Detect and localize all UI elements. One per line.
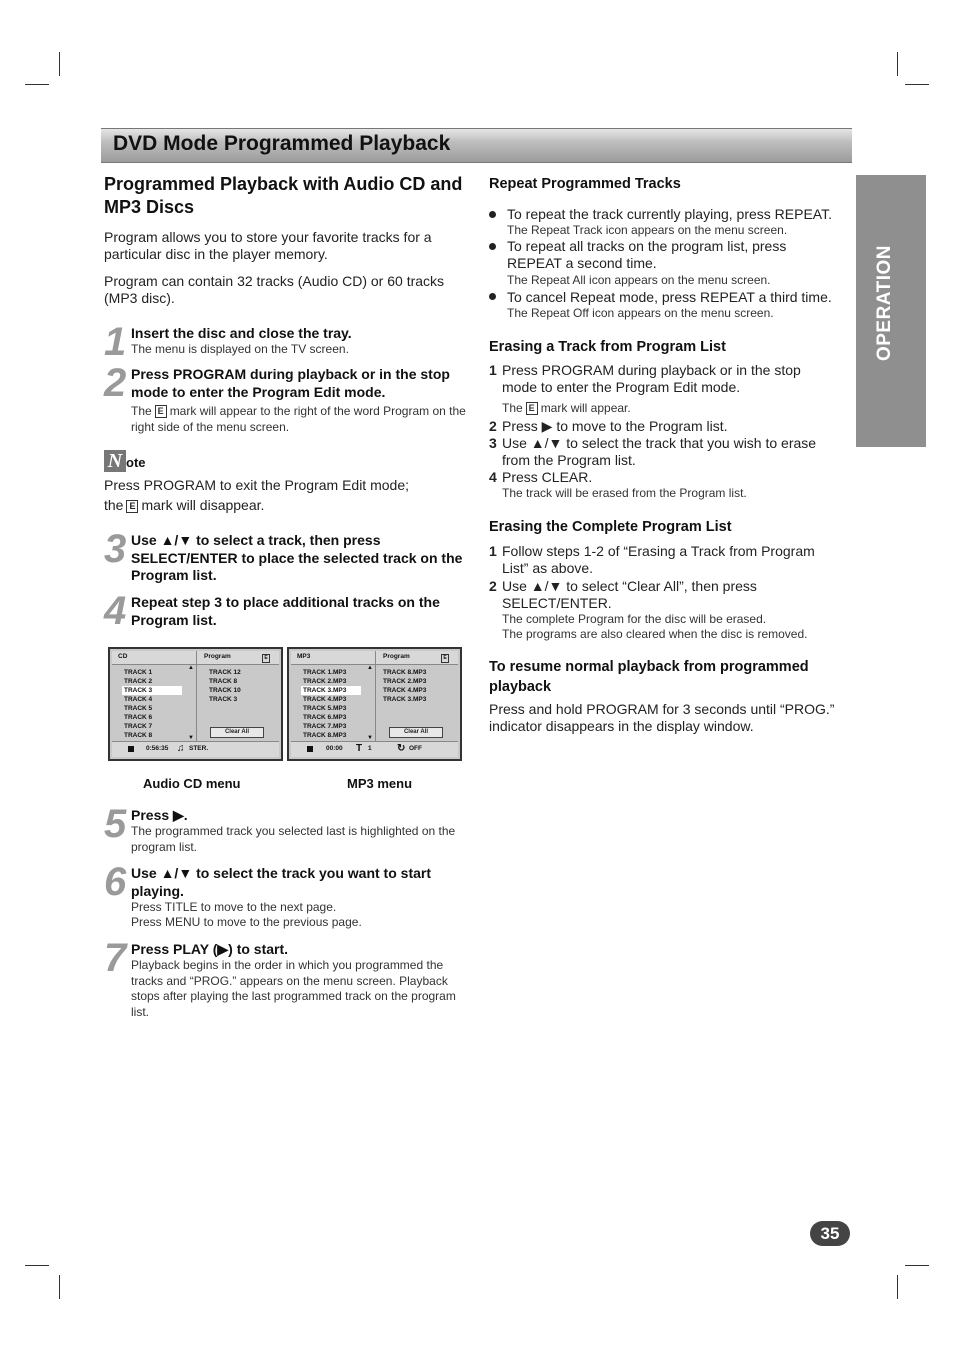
erase-track-step-4: Press CLEAR. xyxy=(502,469,593,485)
audio-cd-menu-caption: Audio CD menu xyxy=(143,776,241,791)
cd-track: TRACK 4 xyxy=(124,696,153,703)
crop-mark xyxy=(25,1265,49,1266)
cd-track: TRACK 7 xyxy=(124,723,153,730)
repeat-heading: Repeat Programmed Tracks xyxy=(489,176,681,192)
erase-track-sub-b: mark will appear. xyxy=(540,401,631,415)
section-heading: Programmed Playback with Audio CD and MP3 Discs xyxy=(104,174,463,217)
cd-track: TRACK 3 xyxy=(124,687,153,694)
track-icon: T xyxy=(356,743,363,754)
step-num: 1 xyxy=(489,362,497,378)
erase-track-section xyxy=(489,339,851,355)
audio-mode: STER. xyxy=(189,745,209,752)
menu-header-right: Program xyxy=(383,653,410,660)
page-number-badge: 35 xyxy=(810,1221,850,1246)
step-num: 2 xyxy=(489,578,497,594)
bullet-icon xyxy=(489,293,496,300)
step-6-desc-2: Press MENU to move to the previous page. xyxy=(131,915,362,929)
bullet-icon xyxy=(489,243,496,250)
repeat-bullet-1: To repeat the track currently playing, press REPEAT. xyxy=(507,206,832,222)
step-number-1: 1 xyxy=(104,320,125,364)
erase-all-step-2-sub-2: The programs are also cleared when the disc is removed. xyxy=(502,627,808,641)
erase-track-step-1-sub xyxy=(502,401,832,417)
repeat-bullet-2-sub: The Repeat All icon appears on the menu screen. xyxy=(507,273,771,287)
menu-footer xyxy=(291,741,458,757)
note-label: ote xyxy=(126,455,146,470)
step-6-title: Use ▲/▼ to select the track you want to start playing. xyxy=(131,865,432,899)
scroll-up-icon: ▲ xyxy=(367,665,373,671)
step-7-desc: Playback begins in the order in which you programmed the tracks and “PROG.” appears on the menu screen. Playback stops after playing the last programmed track on the program list. xyxy=(131,958,456,1019)
audio-cd-menu-screen xyxy=(108,647,283,761)
play-time: 0:56:35 xyxy=(146,745,169,752)
program-track: TRACK 10 xyxy=(209,687,241,694)
mp3-menu-caption: MP3 menu xyxy=(347,776,413,791)
step-7-title: Press PLAY (▶) to start. xyxy=(131,941,289,957)
erase-track-heading: Erasing a Track from Program List xyxy=(489,339,726,355)
step-2-desc-b: mark will appear to the right of the word Program on the right side of the menu screen. xyxy=(131,404,466,434)
repeat-icon: ↻ xyxy=(397,743,406,754)
step-num: 1 xyxy=(489,543,497,559)
note-icon: N xyxy=(104,450,126,472)
mp3-track: TRACK 2.MP3 xyxy=(303,678,347,685)
resume-heading: To resume normal playback from programmed playback xyxy=(489,659,809,695)
erase-track-sub-a: The xyxy=(502,401,523,415)
menu-header-left: MP3 xyxy=(297,653,311,660)
page-title: DVD Mode Programmed Playback xyxy=(113,132,451,155)
scroll-down-icon: ▼ xyxy=(367,735,373,741)
mp3-track: TRACK 3.MP3 xyxy=(303,687,347,694)
section-side-tab-label: OPERATION xyxy=(874,245,895,362)
mp3-menu-screen xyxy=(287,647,462,761)
scroll-down-icon: ▼ xyxy=(188,735,194,741)
step-1-title: Insert the disc and close the tray. xyxy=(131,325,352,341)
mp3-track: TRACK 8.MP3 xyxy=(303,732,347,739)
note-text-2 xyxy=(104,497,469,514)
step-4-title: Repeat step 3 to place additional tracks on the Program list. xyxy=(131,594,440,628)
step-num: 2 xyxy=(489,418,497,434)
bullet-icon xyxy=(489,211,496,218)
edit-mark-icon: E xyxy=(526,402,538,415)
mp3-track: TRACK 5.MP3 xyxy=(303,705,347,712)
step-number-6: 6 xyxy=(104,860,125,904)
menu-header-left: CD xyxy=(118,653,128,660)
step-number-7: 7 xyxy=(104,936,125,980)
play-time: 00:00 xyxy=(326,745,343,752)
step-number-2: 2 xyxy=(104,361,125,405)
crop-mark xyxy=(59,1275,60,1299)
step-6-desc-1: Press TITLE to move to the next page. xyxy=(131,900,337,914)
crop-mark xyxy=(897,52,898,76)
crop-mark xyxy=(905,1265,929,1266)
erase-all-step-2-sub-1: The complete Program for the disc will be erased. xyxy=(502,612,767,626)
step-5-desc: The programmed track you selected last is highlighted on the program list. xyxy=(131,824,456,854)
note-text-1: Press PROGRAM to exit the Program Edit mode; xyxy=(104,477,409,493)
divider xyxy=(196,651,197,741)
clear-all-button: Clear All xyxy=(389,727,443,738)
erase-all-section xyxy=(489,519,851,535)
intro-paragraph-2: Program can contain 32 tracks (Audio CD) or 60 tracks (MP3 disc). xyxy=(104,273,445,306)
cd-track: TRACK 1 xyxy=(124,669,153,676)
note-text-2b: mark will disappear. xyxy=(141,497,265,513)
cd-track: TRACK 2 xyxy=(124,678,153,685)
stop-icon xyxy=(307,746,313,752)
crop-mark xyxy=(25,84,49,85)
repeat-bullet-1-sub: The Repeat Track icon appears on the menu screen. xyxy=(507,223,788,237)
program-track: TRACK 8.MP3 xyxy=(383,669,427,676)
step-5-title: Press ▶. xyxy=(131,807,188,823)
program-track: TRACK 3.MP3 xyxy=(383,696,427,703)
stop-icon xyxy=(128,746,134,752)
step-2-title: Press PROGRAM during playback or in the stop mode to enter the Program Edit mode. xyxy=(131,366,450,400)
erase-all-step-2: Use ▲/▼ to select “Clear All”, then press SELECT/ENTER. xyxy=(502,578,757,611)
step-number-5: 5 xyxy=(104,802,125,846)
left-heading-block xyxy=(104,173,469,219)
edit-mark-icon: E xyxy=(262,654,270,663)
resume-text: Press and hold PROGRAM for 3 seconds until “PROG.” indicator disappears in the display window. xyxy=(489,701,835,734)
repeat-bullet-3: To cancel Repeat mode, press REPEAT a third time. xyxy=(507,289,832,305)
program-track: TRACK 12 xyxy=(209,669,241,676)
repeat-status: OFF xyxy=(409,745,422,752)
program-track: TRACK 3 xyxy=(209,696,238,703)
cd-track: TRACK 8 xyxy=(124,732,153,739)
mp3-track: TRACK 7.MP3 xyxy=(303,723,347,730)
page-title-bar xyxy=(101,128,852,163)
crop-mark xyxy=(905,84,929,85)
step-1-desc: The menu is displayed on the TV screen. xyxy=(131,342,349,356)
erase-track-step-2: Press ▶ to move to the Program list. xyxy=(502,418,728,434)
erase-track-step-3: Use ▲/▼ to select the track that you wish to erase from the Program list. xyxy=(502,435,817,468)
note-heading xyxy=(104,450,469,472)
repeat-bullet-2: To repeat all tracks on the program list, press REPEAT a second time. xyxy=(507,238,787,271)
erase-all-heading: Erasing the Complete Program List xyxy=(489,519,732,535)
erase-track-step-4-sub: The track will be erased from the Program list. xyxy=(502,486,747,500)
crop-mark xyxy=(59,52,60,76)
menu-header-right: Program xyxy=(204,653,231,660)
section-side-tab xyxy=(856,175,926,447)
cd-track: TRACK 5 xyxy=(124,705,153,712)
repeat-section xyxy=(489,176,851,192)
step-num: 4 xyxy=(489,469,497,485)
erase-all-step-1: Follow steps 1-2 of “Erasing a Track from Program List” as above. xyxy=(502,543,815,576)
mp3-track: TRACK 6.MP3 xyxy=(303,714,347,721)
audio-icon: ♫ xyxy=(177,743,185,754)
edit-mark-icon: E xyxy=(441,654,449,663)
divider xyxy=(375,651,376,741)
resume-section xyxy=(489,657,851,697)
edit-mark-icon: E xyxy=(126,500,138,513)
step-3-title: Use ▲/▼ to select a track, then press SELECT/ENTER to place the selected track on the Program list. xyxy=(131,532,463,583)
clear-all-button: Clear All xyxy=(210,727,264,738)
edit-mark-icon: E xyxy=(155,405,167,418)
track-count: 1 xyxy=(368,745,372,752)
scroll-up-icon: ▲ xyxy=(188,665,194,671)
crop-mark xyxy=(897,1275,898,1299)
mp3-track: TRACK 1.MP3 xyxy=(303,669,347,676)
step-2-desc-a: The xyxy=(131,404,152,418)
mp3-track: TRACK 4.MP3 xyxy=(303,696,347,703)
program-track: TRACK 4.MP3 xyxy=(383,687,427,694)
step-number-3: 3 xyxy=(104,527,125,571)
program-track: TRACK 2.MP3 xyxy=(383,678,427,685)
program-track: TRACK 8 xyxy=(209,678,238,685)
repeat-bullet-3-sub: The Repeat Off icon appears on the menu screen. xyxy=(507,306,774,320)
step-num: 3 xyxy=(489,435,497,451)
intro-paragraph-1: Program allows you to store your favorite tracks for a particular disc in the player memory. xyxy=(104,229,432,262)
step-2-desc xyxy=(131,404,469,435)
note-text-2a: the xyxy=(104,497,124,513)
cd-track: TRACK 6 xyxy=(124,714,153,721)
erase-track-step-1-text: Press PROGRAM during playback or in the stop mode to enter the Program Edit mode. xyxy=(502,362,801,395)
step-number-4: 4 xyxy=(104,589,125,633)
